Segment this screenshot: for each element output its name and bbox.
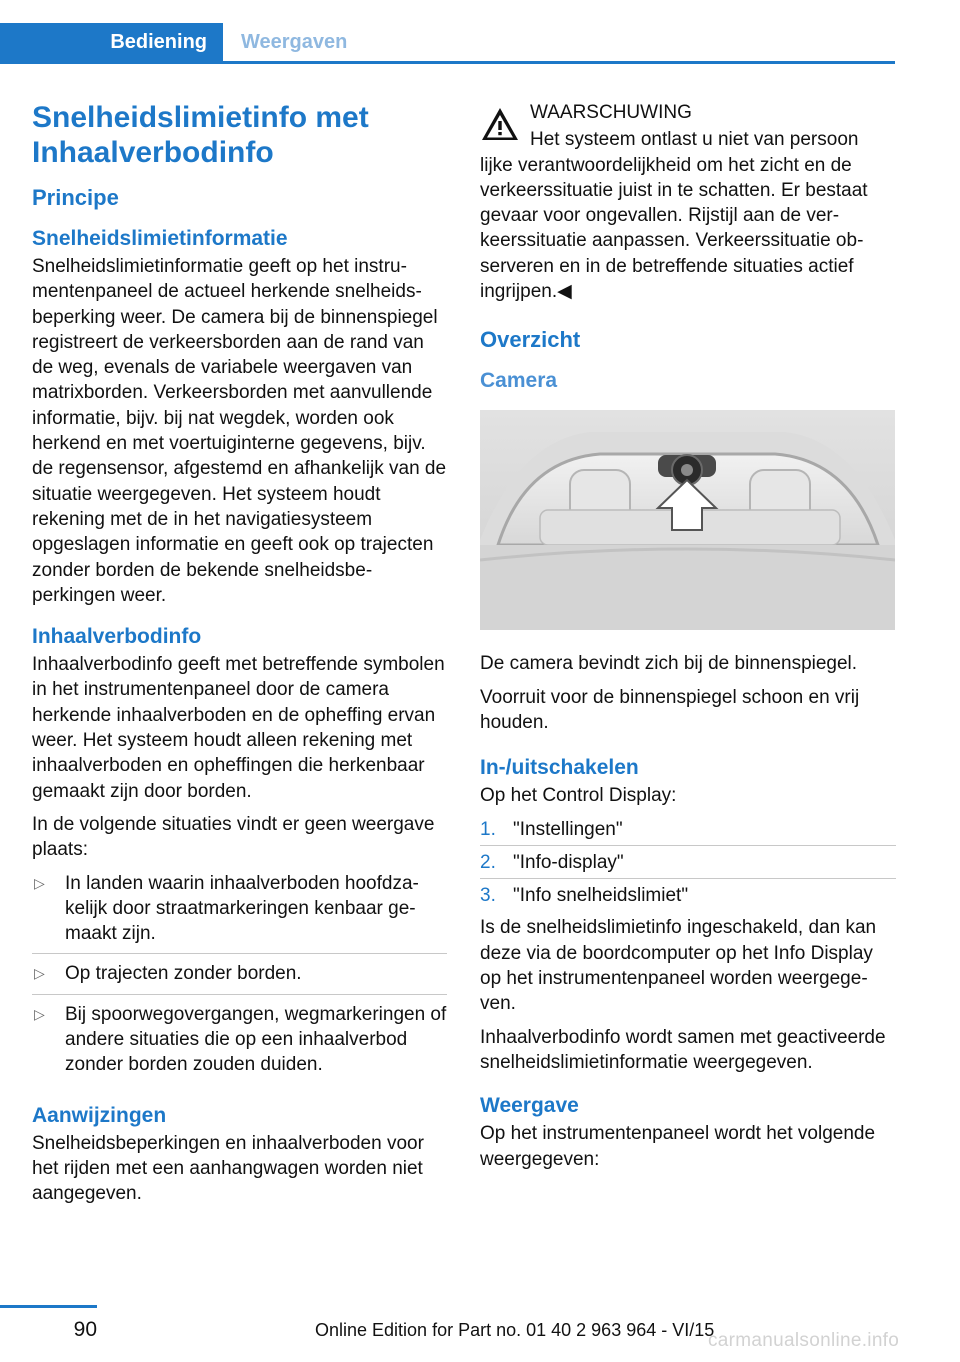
display-heading: Weergave xyxy=(480,1094,579,1118)
edition-text: Online Edition for Part no. 01 40 2 963 964 - VI/15 xyxy=(315,1320,715,1340)
watermark: carmanualsonline.info xyxy=(708,1330,900,1351)
speed-limit-text: Snelheidslimietinformatie geeft op het instrumentenpaneel de actueel herkende snelheidsbeperking weer. De camera bij de binnenspiegel registreert de verkeersborden aan de rand van de weg, evenals de variabele weergaven van matrixborden. Verkeersborden met aanvullende informatie, bijv. bij nat wegdek, worden ook herkend en met voertuiginterne gegevens, bijv. de regensensor, afgestemd en afhankelijk van de situatie weergegeven. Het systeem houdt rekening met de in het navigatiesysteem opgeslagen informatie en geeft ook op trajecten zonder borden de bekende snelheidsbeperkingen weer. xyxy=(32,256,447,606)
switch-text-2: Inhaalverbodinfo wordt samen met geactiveerde snelheidslimietinformatie weergegeven. xyxy=(480,1026,886,1073)
tab-bediening[interactable]: Bediening xyxy=(0,23,223,61)
steps-list xyxy=(480,817,896,912)
warning-triangle-icon xyxy=(480,106,520,142)
left-column xyxy=(32,100,447,1215)
list-item: 1. "Instellingen" xyxy=(480,817,896,846)
camera-caption: De camera bevindt zich bij de binnenspiegel. xyxy=(480,653,858,675)
switch-intro: Op het Control Display: xyxy=(480,785,677,807)
situations-list xyxy=(32,871,447,1085)
warning-first-line: Het systeem ontlast u niet van persoon xyxy=(530,129,859,151)
situations-intro: In de volgende situaties vindt er geen weergave plaats: xyxy=(32,813,435,861)
overtake-heading: Inhaalverbodinfo xyxy=(32,625,202,649)
notes-heading: Aanwijzingen xyxy=(32,1103,167,1127)
triangle-bullet-icon: ▷ xyxy=(34,1005,45,1022)
overview-heading: Overzicht xyxy=(480,327,581,353)
list-item: ▷ Op trajecten zonder borden. xyxy=(32,961,447,994)
list-item: 3. "Info snelheidslimiet" xyxy=(480,885,689,907)
switch-heading: In-/uitschakelen xyxy=(480,756,639,780)
chapter-tabs xyxy=(0,23,895,64)
list-item: 2. "Info-display" xyxy=(480,850,896,879)
triangle-bullet-icon: ▷ xyxy=(34,874,45,891)
warning-text: lijke verantwoordelijkheid om het zicht en de verkeerssituatie juist in te schatten. Er bestaat gevaar voor ongevallen. Rijstijl aan de verkeerssituatie aanpassen. Verkeerssituatie observeren en in de betreffende situaties actief ingrijpen.◀ xyxy=(480,154,868,303)
camera-note: Voorruit voor de binnenspiegel schoon en vrij houden. xyxy=(480,686,860,733)
camera-heading: Camera xyxy=(480,369,558,393)
tab-weergaven[interactable]: Weergaven xyxy=(241,30,348,53)
list-item: ▷ Bij spoorwegovergangen, wegmarkeringen of andere situaties die op een inhaalverbod zonder borden zouden duiden. xyxy=(34,1003,447,1076)
page-number: 90 xyxy=(73,1318,97,1341)
principle-heading: Principe xyxy=(32,185,119,210)
speed-limit-heading: Snelheidslimietinformatie xyxy=(32,227,288,250)
display-text: Op het instrumentenpaneel wordt het volgende weergegeven: xyxy=(480,1123,876,1170)
triangle-bullet-icon: ▷ xyxy=(34,965,45,982)
warning-label: WAARSCHUWING xyxy=(530,102,692,123)
list-item: ▷ In landen waarin inhaalverboden hoofdzakelijk door straatmarkeringen kenbaar gemaakt zijn. xyxy=(32,871,447,955)
warning-block xyxy=(480,100,896,304)
footer-rule xyxy=(0,1305,97,1308)
camera-figure xyxy=(480,410,895,630)
overtake-text: Inhaalverbodinfo geeft met betreffende symbolen in het instrumentenpaneel door de camera herkende inhaalverboden en de opheffing ervan weer. Het systeem houdt alleen rekening met inhaalverboden en opheffingen die herkenbaar gemaakt zijn door borden. xyxy=(32,654,445,802)
switch-text-1: Is de snelheidslimietinfo ingeschakeld, dan kan deze via de boordcomputer op het Info Display op het instrumentenpaneel worden weergegeven. xyxy=(480,917,877,1015)
page-title: Snelheidslimietinfo met Inhaalverbodinfo xyxy=(32,101,369,169)
right-column xyxy=(480,100,896,1180)
notes-text: Snelheidsbeperkingen en inhaalverboden voor het rijden met een aanhangwagen worden niet aangegeven. xyxy=(32,1132,424,1205)
